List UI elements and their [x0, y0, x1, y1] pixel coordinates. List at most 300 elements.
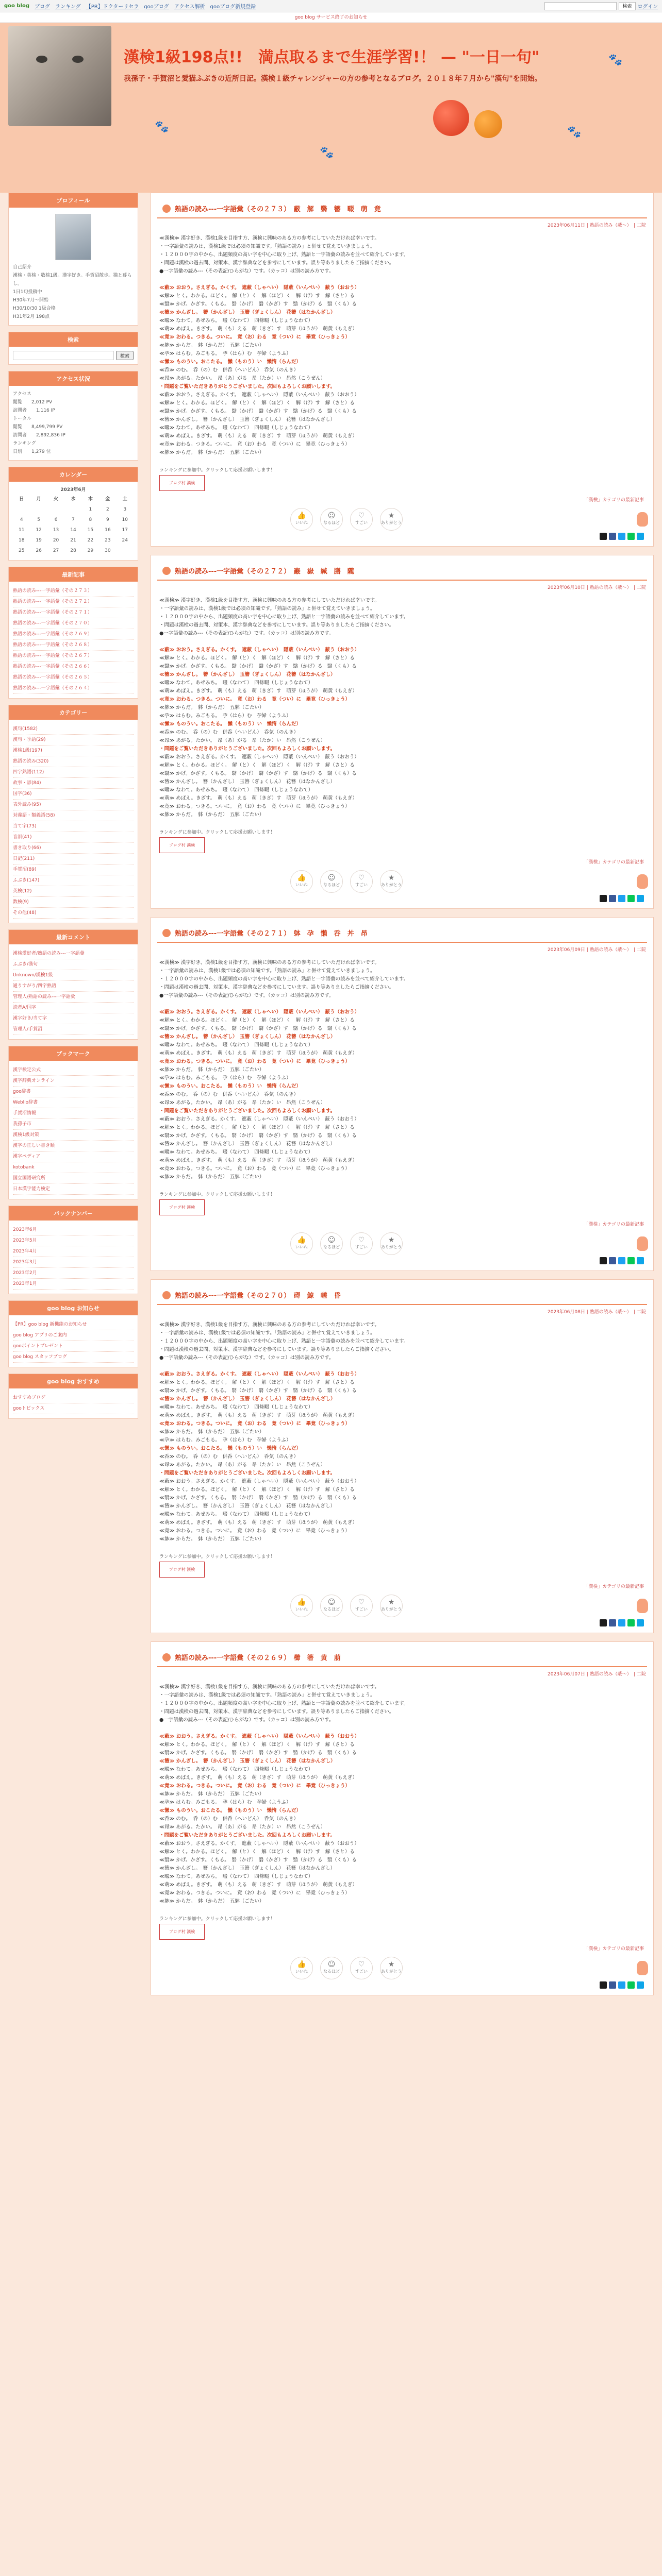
hatena-share-icon[interactable] — [637, 533, 644, 540]
entry-paragraph: ・１２０００字の中から、出題頻度の高い字を中心に取り上げ、熟語と一字語彙の読みを並べて紹介しています。 — [159, 252, 409, 258]
comment-link[interactable]: 管理人/熟語の読み---一字語彙 — [13, 992, 134, 1003]
reaction-button[interactable] — [380, 508, 403, 531]
entry-reading-line: ≪竟≫ おわる。つきる。ついに。 竟（お）わる 竟（つい）に 畢竟（ひっきょう） — [159, 1528, 350, 1534]
entry-paragraph: ・問題は漢検の過去問、対策本、漢字辞典などを参考にしています。誤り等ありましたらご指摘ください。 — [159, 260, 394, 266]
calendar-day[interactable]: 24 — [122, 538, 128, 543]
line-share-icon[interactable] — [627, 1619, 635, 1626]
calendar-day[interactable]: 29 — [87, 548, 94, 553]
search-input[interactable] — [544, 2, 617, 10]
reaction-button[interactable] — [350, 508, 373, 531]
ranking-banner[interactable]: ブログ村 漢検 — [159, 1562, 205, 1578]
blog-header — [0, 23, 662, 193]
entry-paragraph: ・一字語彙の読みは、漢検1級では必須の知識です。「熟語の読み」と併せて覚えていきましょう。 — [159, 1692, 375, 1698]
goo-news-link[interactable]: goo blog スタッフブログ — [13, 1352, 134, 1363]
entry-title[interactable] — [157, 1286, 647, 1305]
entry-paragraph: ・一字語彙の読みは、漢検1級では必須の知識です。「熟語の読み」と併せて覚えていきましょう。 — [159, 244, 375, 249]
paw-icon: 🐾 — [155, 121, 169, 133]
blog-title[interactable]: 漢検1級198点!! 満点取るまで生涯学習!！ — "一日一句" — [124, 48, 540, 66]
category-link[interactable]: 英検(12) — [13, 886, 134, 897]
entry-reading-line: ≪昂≫ あがる。たかい。 昂（あ）がる 昂（たか）い 昂然（こうぜん） — [159, 376, 326, 381]
entry-reading-line: ≪竟≫ おわる。つきる。ついに。 竟（お）わる 竟（つい）に 畢竟（ひっきょう） — [159, 334, 350, 340]
bookmark-link[interactable]: 日本漢字能力検定 — [13, 1184, 134, 1195]
backnumber-link[interactable]: 2023年1月 — [13, 1279, 134, 1290]
comment-link[interactable]: Unknown/漢検1級 — [13, 970, 134, 981]
access-row: 訪問者 1,116 IP — [13, 408, 55, 413]
gbar-link-analysis[interactable]: アクセス解析 — [174, 4, 205, 10]
twitter-share-icon[interactable] — [618, 533, 625, 540]
line-share-icon[interactable] — [627, 895, 635, 902]
category-link[interactable]: 表外読み(95) — [13, 800, 134, 810]
calendar-day[interactable]: 28 — [70, 548, 76, 553]
recent-article-link[interactable]: 熟語の読み---一字語彙（その２６４） — [13, 683, 134, 694]
entry-title[interactable] — [157, 562, 647, 581]
calendar-day — [47, 504, 64, 515]
bookmark-link[interactable]: 手賀沼情報 — [13, 1108, 134, 1119]
reaction-button[interactable] — [290, 870, 313, 893]
entry-reading-line: ≪翳≫ かげ。かざす。くもる。 翳（かげ） 翳（かざ）す 翳（かげ）る 翳（くも）る — [159, 1133, 357, 1139]
reaction-icon: ☺ — [327, 1960, 336, 1969]
x-share-icon[interactable] — [600, 1981, 607, 1989]
calendar-day[interactable]: 5 — [37, 517, 40, 522]
access-row: 日別 1,279 位 — [13, 449, 51, 454]
entry-reading-line: ≪躰≫ からだ。 躰（からだ） 五躰（ごたい） — [159, 1536, 264, 1542]
entry-reading-line: ・問題をご覧いただきありがとうございました。次回もよろしくお願いします。 — [159, 1470, 336, 1476]
calendar-heading: カレンダー — [9, 467, 138, 482]
profile-line: 自己紹介 — [13, 265, 32, 270]
bookmark-link[interactable]: Weblio辞書 — [13, 1097, 134, 1108]
entry-reading-line: ≪簪≫ かんざし。 簪（かんざし） 玉簪（ぎょくしん） 花簪（はなかんざし） — [159, 672, 336, 677]
more-link[interactable]: 「漢検」カテゴリの最新記事 — [584, 860, 644, 865]
entry-spacer — [159, 638, 645, 646]
goo-logo[interactable]: goo blog — [4, 3, 29, 9]
entry-paragraph: ≪漢検≫ 漢字好き、漢検1級を目指す方、漢検に興味のある方の参考にしていただければ幸いです。 — [159, 598, 379, 603]
share-buttons — [151, 533, 653, 546]
reaction-icon: ♡ — [358, 1598, 365, 1606]
entry-reading-line: ≪躰≫ からだ。 躰（からだ） 五躰（ごたい） — [159, 1791, 264, 1797]
hatena-share-icon[interactable] — [637, 1619, 644, 1626]
entry-reading-line: ≪翳≫ かげ。かざす。くもる。 翳（かげ） 翳（かざ）す 翳（かげ）る 翳（くも）る — [159, 664, 357, 669]
ranking-text: ランキングに参加中。クリックして応援お願いします！ — [159, 1192, 275, 1197]
x-share-icon[interactable] — [600, 1619, 607, 1626]
comment-link[interactable]: 漢検愛好者/熟語の読み---一字語彙 — [13, 948, 134, 959]
reaction-icon: ☺ — [327, 1236, 336, 1244]
blog-entry — [151, 1279, 654, 1633]
calendar-day[interactable]: 4 — [20, 517, 23, 522]
entry-reading-line: ・問題をご覧いただきありがとうございました。次回もよろしくお願いします。 — [159, 1108, 336, 1114]
bookmark-link[interactable]: goo辞書 — [13, 1087, 134, 1097]
cat-silhouette-icon — [637, 512, 648, 527]
category-link[interactable]: 漢検1級(197) — [13, 745, 134, 756]
reaction-button[interactable] — [380, 1232, 403, 1255]
recent-article-link[interactable]: 熟語の読み---一字語彙（その２６６） — [13, 662, 134, 672]
entry-spacer — [159, 276, 645, 283]
category-link[interactable]: 当て字(73) — [13, 821, 134, 832]
hatena-share-icon[interactable] — [637, 895, 644, 902]
recent-article-link[interactable]: 熟語の読み---一字語彙（その２６５） — [13, 672, 134, 683]
calendar-day-header: 水 — [71, 497, 76, 502]
recent-article-link[interactable]: 熟語の読み---一字語彙（その２７０） — [13, 618, 134, 629]
calendar-day[interactable]: 19 — [36, 538, 42, 543]
reaction-button[interactable] — [350, 1957, 373, 1979]
reaction-row — [151, 867, 653, 895]
entry-reading-line: ≪躰≫ からだ。 躰（からだ） 五躰（ごたい） — [159, 1899, 264, 1904]
access-row: ランキング — [13, 441, 36, 446]
calendar-day-header: 日 — [19, 497, 24, 502]
access-row: アクセス — [13, 392, 31, 397]
share-buttons — [151, 895, 653, 908]
entry-body — [151, 1318, 653, 1548]
calendar-day[interactable]: 15 — [87, 528, 94, 533]
entry-reading-line: ≪蔽≫ おおう。さえぎる。かくす。 遮蔽（しゃへい） 隠蔽（いんぺい） 蔽う（おおう） — [159, 1009, 359, 1015]
login-link[interactable]: ログイン — [637, 4, 658, 10]
calendar-day[interactable]: 17 — [122, 528, 128, 533]
reaction-label: すごい — [355, 1245, 368, 1249]
recent-article-link[interactable]: 熟語の読み---一字語彙（その２６９） — [13, 629, 134, 640]
service-notice[interactable]: goo blog サービス終了のお知らせ — [0, 12, 662, 23]
calendar-day[interactable]: 26 — [36, 548, 42, 553]
blog-entry — [151, 555, 654, 909]
entry-reading-line: ≪蔽≫ おおう。さえぎる。かくす。 遮蔽（しゃへい） 隠蔽（いんぺい） 蔽う（おおう） — [159, 1116, 359, 1122]
calendar-day[interactable]: 7 — [72, 517, 75, 522]
comment-link[interactable]: 漢字好き/当て字 — [13, 1013, 134, 1024]
search-box — [8, 332, 138, 365]
entry-title-text[interactable]: 熟語の読み---一字語彙（その２７３） 蔽 解 翳 簪 畷 萌 竟 — [175, 206, 381, 213]
reaction-icon: ☺ — [327, 512, 336, 520]
access-row: 閲覧 2,012 PV — [13, 400, 53, 405]
reaction-button[interactable] — [320, 1595, 343, 1617]
entry-date[interactable]: 2023年06月10日 | 熟語の読み（蔽〜） | 二院 — [548, 585, 646, 590]
calendar-day[interactable]: 25 — [18, 548, 25, 553]
blog-entry — [151, 193, 654, 547]
category-link[interactable]: 書き取り(66) — [13, 843, 134, 854]
category-link[interactable]: 数検(9) — [13, 897, 134, 908]
category-link[interactable]: 故事・諺(84) — [13, 778, 134, 789]
entry-reading-line: ≪簪≫ かんざし。 簪（かんざし） 玉簪（ぎょくしん） 花簪（はなかんざし） — [159, 1503, 336, 1509]
reaction-label: すごい — [355, 1607, 368, 1612]
twitter-share-icon[interactable] — [618, 1981, 625, 1989]
entry-reading-line: ≪萌≫ めばえ。きざす。 萌（も）える 萌（きざ）す 萌芽（ほうが） 萌黄（もえぎ） — [159, 1158, 357, 1163]
entry-reading-line: ≪翳≫ かげ。かざす。くもる。 翳（かげ） 翳（かざ）す 翳（かげ）る 翳（くも）る — [159, 1750, 357, 1756]
global-bar — [0, 0, 662, 12]
category-link[interactable]: 漢句(1582) — [13, 724, 134, 735]
line-share-icon[interactable] — [627, 1981, 635, 1989]
line-share-icon[interactable] — [627, 533, 635, 540]
bookmark-link[interactable]: 漢字辞典オンライン — [13, 1076, 134, 1087]
reaction-button[interactable] — [350, 1232, 373, 1255]
entry-reading-line: ・問題をご覧いただきありがとうございました。次回もよろしくお願いします。 — [159, 1833, 336, 1838]
entry-paragraph: ●一字語彙の読み---（その表記/ひらがな）です。（カッコ）は別の読み方です。 — [159, 268, 334, 274]
calendar-day[interactable]: 6 — [54, 517, 58, 522]
gbar-link-ranking[interactable]: ランキング — [55, 4, 81, 10]
bookmark-box — [8, 1046, 138, 1199]
recent-article-link[interactable]: 熟語の読み---一字語彙（その２７３） — [13, 586, 134, 597]
entry-date[interactable]: 2023年06月07日 | 熟語の読み（蔽〜） | 二院 — [548, 1672, 646, 1677]
entry-reading-line: ≪躰≫ からだ。 躰（からだ） 五躰（ごたい） — [159, 1067, 264, 1073]
backnumber-link[interactable]: 2023年3月 — [13, 1257, 134, 1268]
profile-line: 漢検・英検・数検1級。漢字好き。手賀沼散歩。猫と暮らし。 — [13, 273, 132, 286]
osusume-link[interactable]: おすすめブログ — [13, 1393, 134, 1403]
cat-silhouette-icon — [637, 1961, 648, 1975]
entry-paragraph: ●一字語彙の読み---（その表記/ひらがな）です。（カッコ）は別の読み方です。 — [159, 993, 334, 998]
calendar-day[interactable]: 12 — [36, 528, 42, 533]
entry-reading-line: ≪呑≫ のむ。 呑（の）む 併呑（へいどん） 呑気（のんき） — [159, 730, 299, 735]
access-row: 訪問者 2,892,836 IP — [13, 433, 65, 438]
twitter-share-icon[interactable] — [618, 895, 625, 902]
reaction-button[interactable] — [380, 1595, 403, 1617]
category-link[interactable]: 日記(211) — [13, 854, 134, 865]
paw-icon: 🐾 — [567, 126, 582, 139]
calendar-day — [117, 546, 134, 556]
entry-reading-line: ≪懶≫ ものうい。おこたる。 懶（ものう）い 懶惰（らんだ） — [159, 721, 301, 727]
more-link[interactable]: 「漢検」カテゴリの最新記事 — [584, 1946, 644, 1952]
calendar-day[interactable]: 27 — [53, 548, 59, 553]
category-box — [8, 705, 138, 923]
reaction-icon: 👍 — [297, 1236, 306, 1244]
calendar-day-header: 火 — [54, 497, 59, 502]
entry-title-text[interactable]: 熟語の読み---一字語彙（その２７１） 躰 孕 懶 呑 丼 昂 — [175, 930, 368, 938]
recent-article-link[interactable]: 熟語の読み---一字語彙（その２７２） — [13, 597, 134, 607]
reaction-icon: ★ — [388, 1598, 395, 1606]
entry-paragraph: ・問題は漢検の過去問、対策本、漢字辞典などを参考にしています。誤り等ありましたらご指摘ください。 — [159, 1347, 394, 1352]
ranking-banner[interactable]: ブログ村 漢検 — [159, 1924, 205, 1940]
title-marker-icon — [162, 1291, 171, 1299]
yarn-ball-icon — [433, 100, 469, 136]
calendar-day[interactable]: 13 — [53, 528, 59, 533]
reaction-button[interactable] — [290, 1957, 313, 1979]
reaction-row — [151, 1591, 653, 1619]
entry-paragraph: ≪漢検≫ 漢字好き、漢検1級を目指す方、漢検に興味のある方の参考にしていただければ幸いです。 — [159, 235, 379, 241]
calendar-day[interactable]: 2 — [106, 507, 109, 512]
calendar-day[interactable]: 8 — [89, 517, 92, 522]
calendar-day[interactable]: 3 — [123, 507, 127, 512]
facebook-share-icon[interactable] — [609, 1257, 616, 1264]
ranking-banner[interactable]: ブログ村 漢検 — [159, 475, 205, 491]
calendar-day[interactable]: 18 — [18, 538, 25, 543]
reaction-button[interactable] — [380, 1957, 403, 1979]
more-link[interactable]: 「漢検」カテゴリの最新記事 — [584, 498, 644, 503]
entry-reading-line: ≪蔽≫ おおう。さえぎる。かくす。 遮蔽（しゃへい） 隠蔽（いんぺい） 蔽う（おおう） — [159, 1734, 359, 1739]
entry-body — [151, 956, 653, 1185]
calendar-day[interactable]: 14 — [70, 528, 76, 533]
bookmark-link[interactable]: kotobank — [13, 1162, 134, 1173]
entry-paragraph: ・１２０００字の中から、出題頻度の高い字を中心に取り上げ、熟語と一字語彙の読みを並べて紹介しています。 — [159, 614, 409, 620]
calendar-day[interactable]: 10 — [122, 517, 128, 522]
backnumber-link[interactable]: 2023年6月 — [13, 1225, 134, 1235]
entry-reading-line: ≪簪≫ かんざし。 簪（かんざし） 玉簪（ぎょくしん） 花簪（はなかんざし） — [159, 417, 336, 422]
reaction-label: なるほど — [323, 520, 340, 525]
reaction-label: ありがとう — [381, 1969, 402, 1974]
entry-title[interactable] — [157, 924, 647, 943]
reaction-button[interactable] — [350, 870, 373, 893]
entry-reading-line: ≪萌≫ めばえ。きざす。 萌（も）える 萌（きざ）す 萌芽（ほうが） 萌黄（もえぎ） — [159, 1050, 357, 1056]
entry-reading-line: ≪畷≫ なわて。あぜみち。 畷（なわて） 四條畷（しじょうなわて） — [159, 1404, 313, 1410]
reaction-icon: ♡ — [358, 1236, 365, 1244]
entry-reading-line: ≪躰≫ からだ。 躰（からだ） 五躰（ごたい） — [159, 1174, 264, 1180]
gbar-link-register[interactable]: gooブログ新規登録 — [210, 4, 256, 10]
reaction-label: なるほど — [323, 1607, 340, 1612]
more-link[interactable]: 「漢検」カテゴリの最新記事 — [584, 1584, 644, 1589]
recent-article-link[interactable]: 熟語の読み---一字語彙（その２６７） — [13, 651, 134, 662]
ranking-box — [151, 823, 653, 858]
blog-search-input[interactable] — [13, 351, 114, 360]
ranking-banner[interactable]: ブログ村 漢検 — [159, 1199, 205, 1215]
reaction-label: すごい — [355, 883, 368, 887]
reaction-button[interactable] — [380, 870, 403, 893]
bookmark-link[interactable]: 漢字検定公式 — [13, 1065, 134, 1076]
entry-reading-line: ≪簪≫ かんざし。 簪（かんざし） 玉簪（ぎょくしん） 花簪（はなかんざし） — [159, 1141, 336, 1147]
entry-body — [151, 594, 653, 823]
entry-title-text[interactable]: 熟語の読み---一字語彙（その２７０） 碍 鯨 嵯 昏 — [175, 1292, 341, 1300]
reaction-button[interactable] — [320, 1232, 343, 1255]
entry-reading-line: ≪昂≫ あがる。たかい。 昂（あ）がる 昂（たか）い 昂然（こうぜん） — [159, 1462, 326, 1468]
entry-date[interactable]: 2023年06月11日 | 熟語の読み（蔽〜） | 二院 — [548, 223, 646, 228]
twitter-share-icon[interactable] — [618, 1257, 625, 1264]
entry-reading-line: ≪畷≫ なわて。あぜみち。 畷（なわて） 四條畷（しじょうなわて） — [159, 1512, 313, 1517]
comment-link[interactable]: 読者A/国字 — [13, 1003, 134, 1013]
hatena-share-icon[interactable] — [637, 1981, 644, 1989]
entry-title[interactable] — [157, 199, 647, 218]
goo-news-link[interactable]: gooポイントプレゼント — [13, 1341, 134, 1352]
ranking-text: ランキングに参加中。クリックして応援お願いします！ — [159, 468, 275, 473]
reaction-label: なるほど — [323, 883, 340, 887]
entry-reading-line: ≪竟≫ おわる。つきる。ついに。 竟（お）わる 竟（つい）に 畢竟（ひっきょう） — [159, 1890, 350, 1896]
calendar-day[interactable]: 11 — [18, 528, 25, 533]
entry-date[interactable]: 2023年06月08日 | 熟語の読み（蔽〜） | 二院 — [548, 1310, 646, 1315]
reaction-button[interactable] — [320, 508, 343, 531]
calendar-day[interactable]: 21 — [70, 538, 76, 543]
entry-reading-line: ≪竟≫ おわる。つきる。ついに。 竟（お）わる 竟（つい）に 畢竟（ひっきょう） — [159, 1059, 350, 1064]
search-heading: 検索 — [9, 332, 138, 347]
x-share-icon[interactable] — [600, 533, 607, 540]
entry-reading-line: ≪躰≫ からだ。 躰（からだ） 五躰（ごたい） — [159, 1429, 264, 1435]
backnumber-link[interactable]: 2023年5月 — [13, 1235, 134, 1246]
calendar-day[interactable]: 16 — [105, 528, 111, 533]
category-link[interactable]: 対義語・類義語(58) — [13, 810, 134, 821]
twitter-share-icon[interactable] — [618, 1619, 625, 1626]
goo-news-link[interactable]: goo blog アプリのご案内 — [13, 1330, 134, 1341]
reaction-icon: ♡ — [358, 874, 365, 882]
bookmark-link[interactable]: 漢検1級対策 — [13, 1130, 134, 1141]
comment-link[interactable]: 管理人/手賀沼 — [13, 1024, 134, 1035]
entry-reading-line: ≪竟≫ おわる。つきる。ついに。 竟（お）わる 竟（つい）に 畢竟（ひっきょう） — [159, 1783, 350, 1789]
calendar-day[interactable]: 30 — [105, 548, 111, 553]
gbar-link-pr[interactable]: 【PR】ドクターリセラ — [86, 4, 139, 10]
facebook-share-icon[interactable] — [609, 1619, 616, 1626]
category-link[interactable]: 熟語の読み(320) — [13, 756, 134, 767]
entry-reading-line: ≪孕≫ はらむ。みごもる。 孕（はら）む 孕婦（ようふ） — [159, 1800, 291, 1805]
ranking-banner[interactable]: ブログ村 漢検 — [159, 837, 205, 853]
gbar-link-gooblog[interactable]: gooブログ — [144, 4, 169, 10]
line-share-icon[interactable] — [627, 1257, 635, 1264]
reaction-button[interactable] — [320, 1957, 343, 1979]
bookmark-link[interactable]: 国立国語研究所 — [13, 1173, 134, 1184]
reaction-button[interactable] — [350, 1595, 373, 1617]
category-link[interactable]: 手賀沼(89) — [13, 865, 134, 875]
calendar-day-header: 金 — [105, 497, 110, 502]
comment-link[interactable]: 通りすがり/四字熟語 — [13, 981, 134, 992]
blog-search-button[interactable]: 検索 — [116, 351, 134, 360]
entry-reading-line: ≪蔽≫ おおう。さえぎる。かくす。 遮蔽（しゃへい） 隠蔽（いんぺい） 蔽う（おおう） — [159, 1371, 359, 1377]
calendar-day[interactable]: 9 — [106, 517, 109, 522]
comment-link[interactable]: ふぶき/漢句 — [13, 959, 134, 970]
search-button[interactable]: 検索 — [619, 2, 635, 10]
comments-box — [8, 929, 138, 1040]
facebook-share-icon[interactable] — [609, 1981, 616, 1989]
reaction-label: ありがとう — [381, 520, 402, 525]
entry-reading-line: ≪呑≫ のむ。 呑（の）む 併呑（へいどん） 呑気（のんき） — [159, 1454, 299, 1460]
recent-article-link[interactable]: 熟語の読み---一字語彙（その２６８） — [13, 640, 134, 651]
calendar-day[interactable]: 20 — [53, 538, 59, 543]
gbar-link-blog[interactable]: ブログ — [35, 4, 50, 10]
blog-entry — [151, 1641, 654, 1995]
x-share-icon[interactable] — [600, 1257, 607, 1264]
entry-reading-line: ≪昂≫ あがる。たかい。 昂（あ）がる 昂（たか）い 昂然（こうぜん） — [159, 1100, 326, 1106]
entry-title[interactable] — [157, 1648, 647, 1667]
calendar-day[interactable]: 1 — [89, 507, 92, 512]
entry-date[interactable]: 2023年06月09日 | 熟語の読み（蔽〜） | 二院 — [548, 947, 646, 953]
backnumber-link[interactable]: 2023年4月 — [13, 1246, 134, 1257]
category-link[interactable]: 国字(36) — [13, 789, 134, 800]
category-link[interactable]: 音訓(41) — [13, 832, 134, 843]
entry-reading-line: ≪懶≫ ものうい。おこたる。 懶（ものう）い 懶惰（らんだ） — [159, 1446, 301, 1451]
osusume-link[interactable]: gooトピックス — [13, 1403, 134, 1414]
category-link[interactable]: ふぶき(147) — [13, 875, 134, 886]
facebook-share-icon[interactable] — [609, 895, 616, 902]
calendar-day[interactable]: 22 — [87, 538, 94, 543]
entry-body — [151, 1680, 653, 1910]
entry-reading-line: ≪竟≫ おわる。つきる。ついに。 竟（お）わる 竟（つい）に 畢竟（ひっきょう） — [159, 804, 350, 809]
bookmark-link[interactable]: 漢字ペディア — [13, 1151, 134, 1162]
reaction-icon: ★ — [388, 1960, 395, 1969]
entry-reading-line: ≪翳≫ かげ。かざす。くもる。 翳（かげ） 翳（かざ）す 翳（かげ）る 翳（くも）る — [159, 1026, 357, 1031]
entry-paragraph: ・一字語彙の読みは、漢検1級では必須の知識です。「熟語の読み」と併せて覚えていきましょう。 — [159, 1330, 375, 1336]
reaction-button[interactable] — [290, 508, 313, 531]
entry-paragraph: ・一字語彙の読みは、漢検1級では必須の知識です。「熟語の読み」と併せて覚えていきましょう。 — [159, 606, 375, 612]
reaction-icon: 👍 — [297, 1598, 306, 1606]
entry-title-text[interactable]: 熟語の読み---一字語彙（その２６９） 櫛 箸 黄 萠 — [175, 1654, 341, 1662]
entry-reading-line: ≪簪≫ かんざし。 簪（かんざし） 玉簪（ぎょくしん） 花簪（はなかんざし） — [159, 1866, 336, 1871]
reaction-button[interactable] — [320, 870, 343, 893]
category-link[interactable]: その他(48) — [13, 908, 134, 919]
entry-reading-line: ≪竟≫ おわる。つきる。ついに。 竟（お）わる 竟（つい）に 畢竟（ひっきょう） — [159, 697, 350, 702]
category-link[interactable]: 四字熟語(112) — [13, 767, 134, 778]
entry-paragraph: ・１２０００字の中から、出題頻度の高い字を中心に取り上げ、熟語と一字語彙の読みを並べて紹介しています。 — [159, 1338, 409, 1344]
entry-reading-line: ≪畷≫ なわて。あぜみち。 畷（なわて） 四條畷（しじょうなわて） — [159, 787, 313, 793]
bookmark-link[interactable]: 我孫子市 — [13, 1119, 134, 1130]
entry-reading-line: ≪竟≫ おわる。つきる。ついに。 竟（お）わる 竟（つい）に 畢竟（ひっきょう） — [159, 1166, 350, 1172]
reaction-button[interactable] — [290, 1232, 313, 1255]
reaction-icon: 👍 — [297, 512, 306, 520]
facebook-share-icon[interactable] — [609, 533, 616, 540]
more-link[interactable]: 「漢検」カテゴリの最新記事 — [584, 1222, 644, 1227]
backnumber-link[interactable]: 2023年2月 — [13, 1268, 134, 1279]
profile-image[interactable] — [55, 214, 91, 260]
entry-reading-line: ≪蔽≫ おおう。さえぎる。かくす。 遮蔽（しゃへい） 隠蔽（いんぺい） 蔽う（おおう） — [159, 392, 359, 398]
bookmark-link[interactable]: 漢字の正しい書き順 — [13, 1141, 134, 1151]
calendar-day[interactable]: 23 — [105, 538, 111, 543]
ranking-box — [151, 1548, 653, 1583]
backnumber-box — [8, 1206, 138, 1294]
entry-paragraph: ・１２０００字の中から、出題頻度の高い字を中心に取り上げ、熟語と一字語彙の読みを並べて紹介しています。 — [159, 1701, 409, 1706]
profile-line: H31年2月 198点 — [13, 314, 49, 319]
entry-title-text[interactable]: 熟語の読み---一字語彙（その２７２） 巖 嶽 緘 膳 隴 — [175, 568, 354, 575]
reaction-button[interactable] — [290, 1595, 313, 1617]
x-share-icon[interactable] — [600, 895, 607, 902]
category-link[interactable]: 漢句・季語(29) — [13, 735, 134, 745]
recent-article-link[interactable]: 熟語の読み---一字語彙（その２７１） — [13, 607, 134, 618]
hatena-share-icon[interactable] — [637, 1257, 644, 1264]
goo-news-link[interactable]: 【PR】goo blog 新機能のお知らせ — [13, 1319, 134, 1330]
